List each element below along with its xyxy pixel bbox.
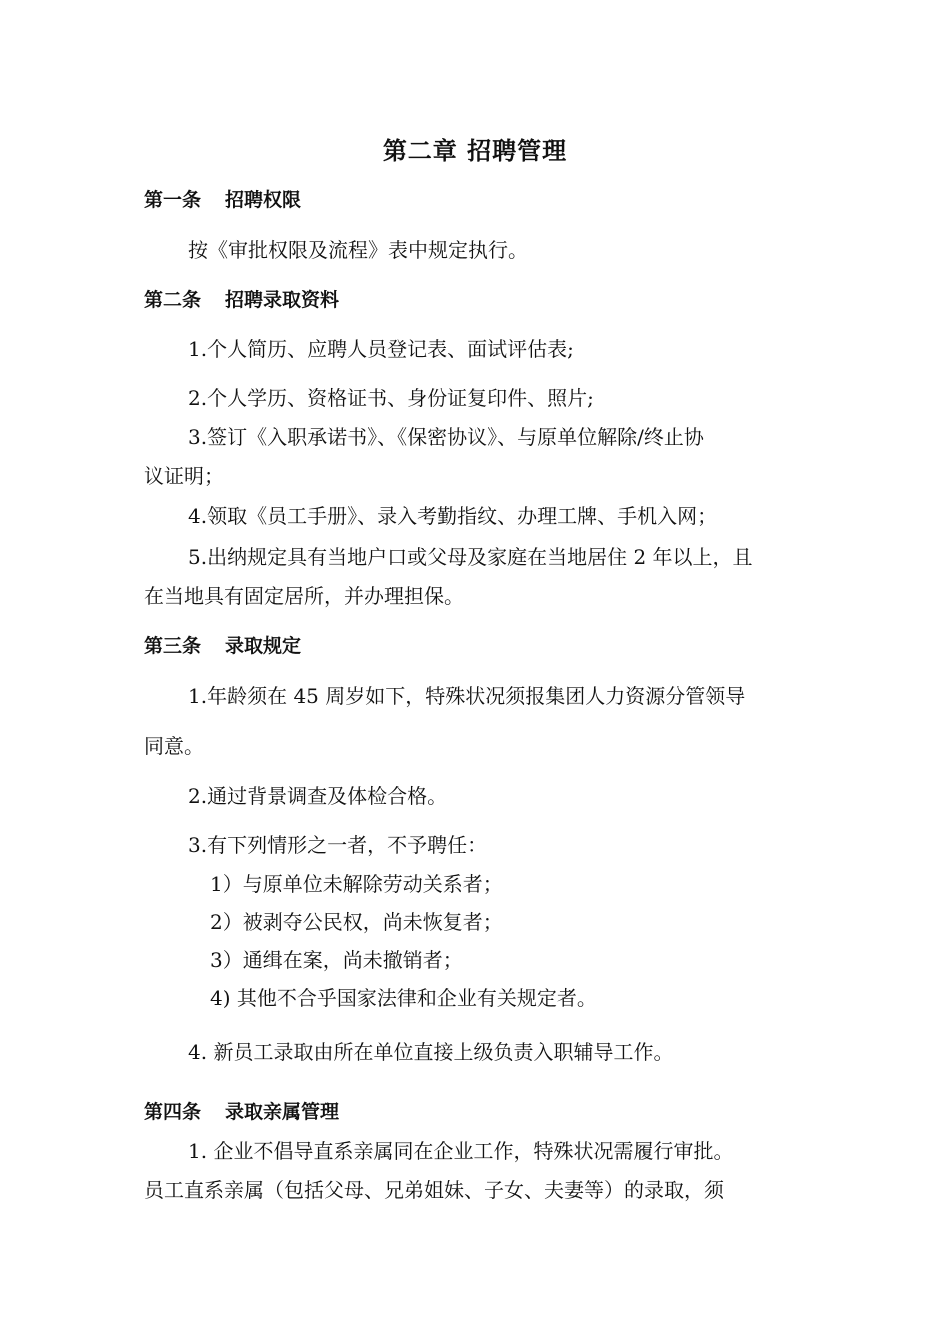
article-2-item-1: 1.个人简历、应聘人员登记表、面试评估表; [188,337,574,361]
article-1-paragraph: 按《审批权限及流程》表中规定执行。 [188,238,528,262]
article-3-subitem-4: 4) 其他不合乎国家法律和企业有关规定者。 [210,986,597,1010]
article-3-item-1-line-1: 1.年龄须在 45 周岁如下，特殊状况须报集团人力资源分管领导 [188,684,746,708]
article-4-item-1-cont: 员工直系亲属（包括父母、兄弟姐妹、子女、夫妻等）的录取，须 [144,1178,724,1202]
article-3-item-1-line-2: 同意。 [144,734,204,758]
article-2-label: 第二条 [144,289,202,311]
article-3-item-3: 3.有下列情形之一者，不予聘任： [188,833,488,857]
article-2-item-5-line-2: 在当地具有固定居所，并办理担保。 [144,584,464,608]
article-3-label: 第三条 [144,635,202,657]
article-1-label: 第一条 [144,189,202,211]
article-3-heading [144,634,301,658]
article-2-item-3-line-2: 议证明； [144,464,224,488]
chapter-title: 第二章 招聘管理 [382,137,568,165]
article-1-heading [144,188,301,212]
article-3-title: 录取规定 [225,635,302,657]
article-3-subitem-2: 2）被剥夺公民权，尚未恢复者； [210,910,503,934]
article-4-label: 第四条 [144,1101,202,1123]
article-4-title: 录取亲属管理 [225,1101,340,1123]
article-4-item-1: 1. 企业不倡导直系亲属同在企业工作，特殊状况需履行审批。 [188,1139,734,1163]
article-1-title: 招聘权限 [225,189,302,211]
article-2-heading [144,288,339,312]
article-3-item-4: 4. 新员工录取由所在单位直接上级负责入职辅导工作。 [188,1040,674,1064]
article-3-subitem-3: 3）通缉在案，尚未撤销者； [210,948,463,972]
article-3-item-2: 2.通过背景调查及体检合格。 [188,784,448,808]
article-2-title: 招聘录取资料 [225,289,340,311]
article-2-item-5-line-1: 5.出纳规定具有当地户口或父母及家庭在当地居住 2 年以上，且 [188,545,753,569]
article-4-heading [144,1100,339,1124]
article-2-item-2: 2.个人学历、资格证书、身份证复印件、照片; [188,386,594,410]
article-3-subitem-1: 1）与原单位未解除劳动关系者； [210,872,503,896]
article-2-item-4: 4.领取《员工手册》、录入考勤指纹、办理工牌、手机入网； [188,504,718,528]
article-2-item-3-line-1: 3.签订《入职承诺书》、《保密协议》、与原单位解除/终止协 [188,425,704,449]
